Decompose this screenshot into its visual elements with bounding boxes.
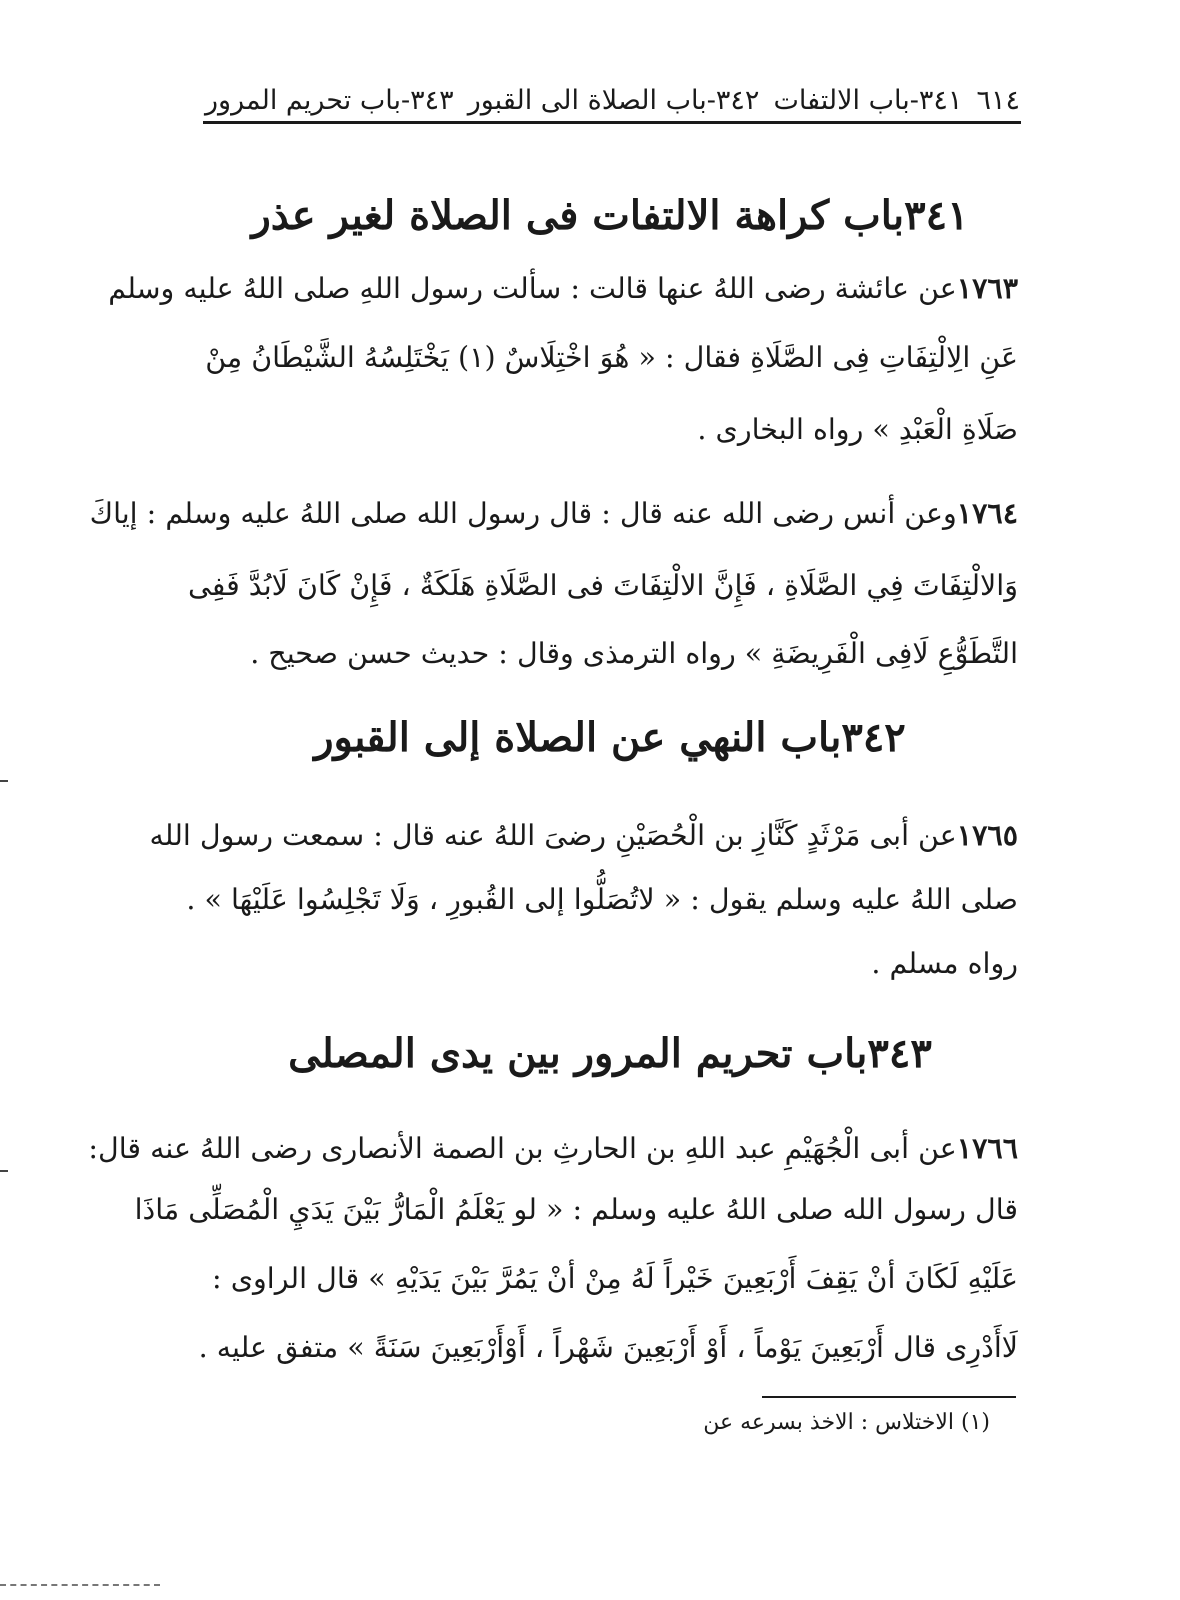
footnote-rule	[762, 1396, 1016, 1398]
hadith-1766-line-2: قال رسول الله صلى اللهُ عليه وسلم : « لو يَعْلَمُ الْمَارُّ بَيْنَ يَدَيِ الْمُصَلِّى مَاذَا	[134, 1193, 1018, 1226]
hadith-number-1766: ١٧٦٦	[956, 1131, 1018, 1165]
header-section-343: ٣٤٣-باب تحريم المرور	[205, 84, 454, 116]
hadith-1763-line-1: ١٧٦٣عن عائشة رضى اللهُ عنها قالت : سألت رسول اللهِ صلى اللهُ عليه وسلم	[108, 271, 1018, 305]
hadith-1765-line-3: رواه مسلم .	[871, 947, 1018, 980]
header-section-342: ٣٤٢-باب الصلاة الى القبور	[467, 84, 760, 116]
hadith-1764-line-2: وَالالْتِفَاتَ فِي الصَّلَاةِ ، فَإِنَّ الالْتِفَاتَ فى الصَّلَاةِ هَلَكَةٌ ، فَإِنْ كَانَ لَابُدَّ فَفِى	[187, 569, 1018, 602]
running-header	[205, 80, 1020, 120]
hadith-number-1763: ١٧٦٣	[956, 271, 1018, 305]
hadith-1765-line-2: صلى اللهُ عليه وسلم يقول : « لاتُصَلُّوا إلى القُبورِ ، وَلَا تَجْلِسُوا عَلَيْهَا » .	[186, 883, 1018, 916]
hadith-1766-line-3: عَلَيْهِ لَكَانَ أنْ يَقِفَ أَرْبَعِينَ خَيْراً لَهُ مِنْ أنْ يَمُرَّ بَيْنَ يَدَيْهِ » قال الراوى :	[212, 1262, 1018, 1295]
hadith-1763-line-2: عَنِ الِالْتِفَاتِ فِى الصَّلَاةِ فقال : « هُوَ اخْتِلَاسٌ (١) يَخْتَلِسُهُ الشَّيْطَانُ مِنْ	[205, 341, 1018, 374]
hadith-1764-line-3: التَّطَوُّعِ لَافِى الْفَرِيضَةِ » رواه الترمذى وقال : حديث حسن صحيح .	[250, 637, 1018, 670]
hadith-number-1765: ١٧٦٥	[956, 818, 1018, 852]
footnote: (١) الاختلاس : الاخذ بسرعه عن	[703, 1410, 990, 1435]
scan-edge-dashes	[0, 1584, 160, 1586]
margin-mark	[0, 780, 8, 782]
hadith-1766-line-1: ١٧٦٦عن أبى الْجُهَيْمِ عبد اللهِ بن الحارثِ بن الصمة الأنصارى رضى اللهُ عنه قال:	[88, 1131, 1018, 1165]
chapter-title-343: ٣٤٣باب تحريم المرور بين يدى المصلى	[288, 1030, 932, 1077]
hadith-1763-line-3: صَلَاةِ الْعَبْدِ » رواه البخارى .	[697, 413, 1018, 446]
header-rule	[203, 121, 1021, 124]
page-number: ٦١٤	[976, 84, 1020, 116]
margin-mark	[0, 1170, 8, 1172]
chapter-title-342: ٣٤٢باب النهي عن الصلاة إلى القبور	[314, 714, 906, 761]
hadith-number-1764: ١٧٦٤	[956, 496, 1018, 530]
chapter-title-341: ٣٤١باب كراهة الالتفات فى الصلاة لغير عذر	[251, 192, 969, 239]
hadith-1766-line-4: لَاأَدْرِى قال أَرْبَعِينَ يَوْماً ، أَوْ أَرْبَعِينَ شَهْراً ، أَوْأَرْبَعِينَ سَنَةً » متفق عليه .	[198, 1331, 1018, 1364]
header-section-341: ٣٤١-باب الالتفات	[773, 84, 963, 116]
hadith-1764-line-1: ١٧٦٤وعن أنس رضى الله عنه قال : قال رسول الله صلى اللهُ عليه وسلم : إياكَ	[89, 496, 1018, 530]
hadith-1765-line-1: ١٧٦٥عن أبى مَرْثَدٍ كَنَّازِ بن الْحُصَيْنِ رضىَ اللهُ عنه قال : سمعت رسول الله	[149, 818, 1018, 852]
